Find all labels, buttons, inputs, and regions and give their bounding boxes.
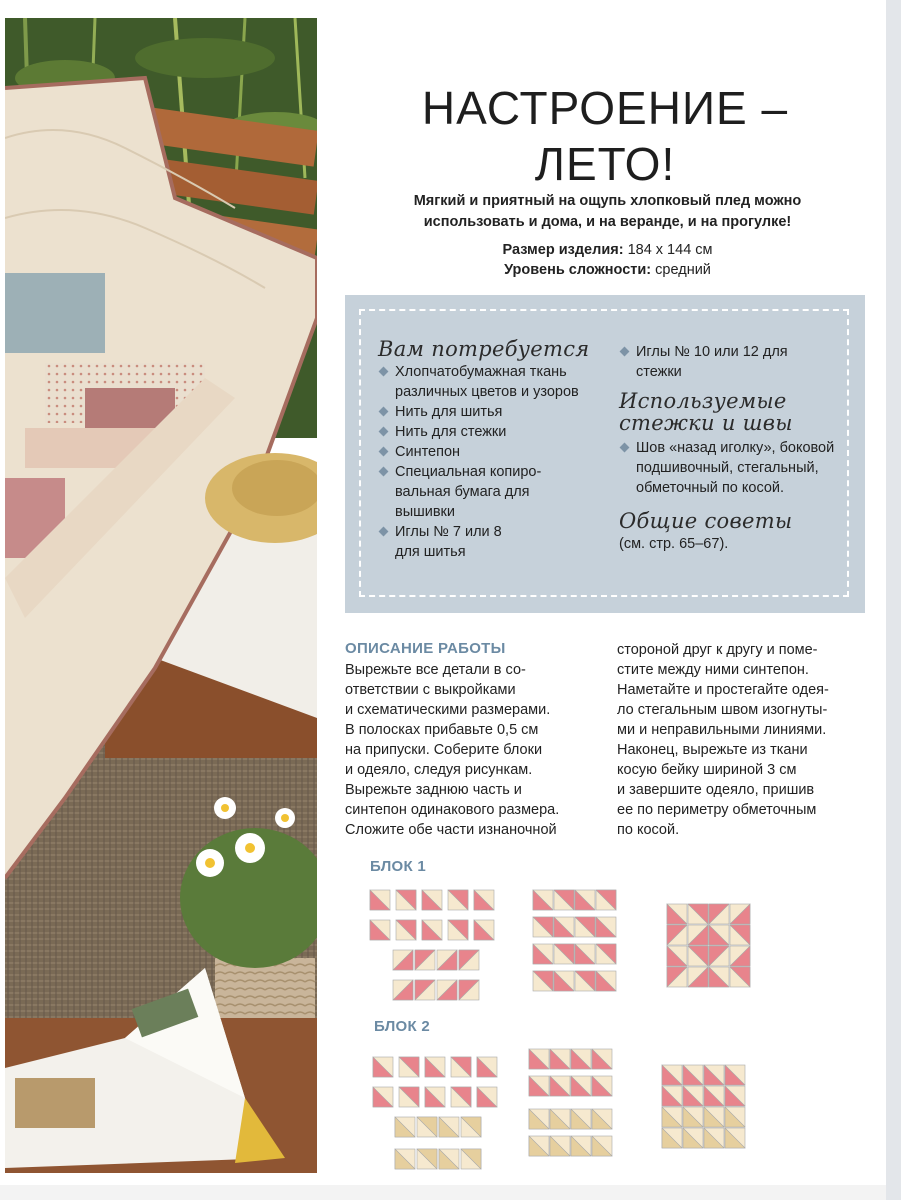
hst-square (399, 1057, 419, 1077)
hst-square (667, 967, 687, 987)
size-label: Размер изделия: (502, 242, 624, 258)
hst-square (571, 1076, 591, 1096)
hst-square (415, 950, 435, 970)
intro-line-2: использовать и дома, и на веранде, и на прогулке! (423, 214, 792, 230)
hst-square (477, 1057, 497, 1077)
hst-square (396, 920, 416, 940)
hst-square (725, 1086, 745, 1106)
specs (370, 240, 845, 280)
hst-square (709, 904, 729, 924)
materials-list (378, 362, 618, 562)
hst-square (709, 967, 729, 987)
hst-square (592, 1076, 612, 1096)
hst-square (571, 1049, 591, 1069)
page-title (345, 80, 865, 192)
hst-square (550, 1136, 570, 1156)
level-label: Уровень сложности: (504, 262, 652, 278)
hst-square (575, 890, 595, 910)
hst-square (437, 980, 457, 1000)
tips-title: Общие советы (619, 509, 793, 533)
hst-square (688, 967, 708, 987)
stitch-item: Шов «назад иголку», боковой подшивочный, стегальный, обметочный по косой. (619, 438, 841, 498)
hst-square (683, 1107, 703, 1127)
hst-square (688, 904, 708, 924)
hst-square (370, 890, 390, 910)
hst-square (667, 904, 687, 924)
need-title: Вам потребуется (378, 337, 590, 361)
hst-square (395, 1117, 415, 1137)
hst-square (704, 1107, 724, 1127)
hst-square (439, 1149, 459, 1169)
hst-square (662, 1065, 682, 1085)
material-item: Специальная копиро-вальная бумага для вышивки (378, 462, 585, 522)
material-item: Синтепон (378, 442, 618, 462)
hst-square (667, 925, 687, 945)
quilt-photo (5, 18, 317, 1173)
description-column-1: Вырежьте все детали в со- ответствии с выкройками и схематическими размерами. В полосках прибавьте 0,5 см на припуски. Соберите блоки и одеяло, следуя рисункам. Вырежьте заднюю часть и синтепон одинакового размера. Сложите обе части изнаночной (345, 662, 560, 838)
hst-square (373, 1057, 393, 1077)
hst-square (396, 890, 416, 910)
title-line-2: ЛЕТО! (534, 138, 676, 190)
hst-square (554, 890, 574, 910)
hst-square (477, 1087, 497, 1107)
hst-square (575, 917, 595, 937)
hst-square (461, 1149, 481, 1169)
hst-square (422, 890, 442, 910)
hst-square (730, 904, 750, 924)
hst-square (571, 1136, 591, 1156)
material-item: Иглы № 10 или 12 для стежки (619, 342, 806, 382)
hst-square (683, 1065, 703, 1085)
hst-square (425, 1087, 445, 1107)
materials-left-column (378, 338, 618, 562)
hst-square (399, 1087, 419, 1107)
material-item: Нить для шитья (378, 402, 618, 422)
hst-square (730, 946, 750, 966)
description-column-2: стороной друг к другу и поме- стите между ними синтепон. Наметайте и простегайте одея- ло стегальным швом изогнуты- ми и неправильными линиями. Наконец, вырежьте из ткани косую бейку шириной 3 см и завершите одеяло, пришив ее по периметру обметочным по косой. (617, 642, 829, 838)
hst-square (596, 971, 616, 991)
hst-square (592, 1109, 612, 1129)
hst-square (683, 1086, 703, 1106)
hst-square (667, 946, 687, 966)
tips-text: (см. стр. 65–67). (619, 536, 729, 552)
materials-list-right (619, 342, 849, 382)
material-item: Нить для стежки (378, 422, 618, 442)
hst-square (437, 950, 457, 970)
materials-box (345, 295, 865, 613)
hst-square (730, 967, 750, 987)
hst-square (725, 1128, 745, 1148)
title-line-1: НАСТРОЕНИЕ – (421, 82, 789, 134)
material-item: Хлопчатобумажная ткань различных цветов и узоров (378, 362, 600, 402)
level-spec (370, 260, 845, 280)
stitches-list (619, 438, 849, 498)
hst-square (395, 1149, 415, 1169)
hst-square (575, 971, 595, 991)
hst-square (533, 944, 553, 964)
material-item: Иглы № 7 или 8 для шитья (378, 522, 525, 562)
hst-square (596, 944, 616, 964)
hst-square (370, 920, 390, 940)
hst-square (596, 917, 616, 937)
hst-square (373, 1087, 393, 1107)
hst-square (474, 920, 494, 940)
block-2-label: БЛОК 2 (374, 1018, 431, 1035)
hst-square (425, 1057, 445, 1077)
hst-square (662, 1086, 682, 1106)
hst-square (533, 971, 553, 991)
hst-square (474, 890, 494, 910)
hst-square (550, 1109, 570, 1129)
hst-square (448, 920, 468, 940)
page-edge-rail (886, 0, 901, 1200)
hst-square (417, 1149, 437, 1169)
hst-square (459, 980, 479, 1000)
hst-square (439, 1117, 459, 1137)
hst-square (554, 944, 574, 964)
hst-square (596, 890, 616, 910)
hst-square (448, 890, 468, 910)
hst-square (422, 920, 442, 940)
hst-square (725, 1065, 745, 1085)
block-1-diagram (365, 880, 765, 1005)
block-2-diagram (365, 1045, 765, 1175)
hst-square (550, 1049, 570, 1069)
hst-square (704, 1128, 724, 1148)
intro-line-1: Мягкий и приятный на ощупь хлопковый плед можно (413, 193, 802, 209)
stitches-title-line-1: Используемые (619, 389, 787, 413)
hst-square (662, 1107, 682, 1127)
hst-square (704, 1065, 724, 1085)
hst-square (461, 1117, 481, 1137)
hst-square (459, 950, 479, 970)
hst-square (725, 1107, 745, 1127)
description-heading: ОПИСАНИЕ РАБОТЫ (345, 640, 506, 657)
hst-square (709, 946, 729, 966)
materials-right-column (619, 342, 849, 554)
hst-square (571, 1109, 591, 1129)
hst-square (575, 944, 595, 964)
hst-square (704, 1086, 724, 1106)
hst-square (529, 1109, 549, 1129)
hst-square (417, 1117, 437, 1137)
hst-square (730, 925, 750, 945)
hst-square (529, 1136, 549, 1156)
quilt-photo-illustration (5, 18, 317, 1173)
hst-square (688, 925, 708, 945)
size-spec (370, 240, 845, 260)
hst-square (592, 1136, 612, 1156)
stitches-title (619, 390, 849, 434)
hst-square (529, 1076, 549, 1096)
block-1-label: БЛОК 1 (370, 858, 427, 875)
hst-square (662, 1128, 682, 1148)
hst-square (709, 925, 729, 945)
hst-square (592, 1049, 612, 1069)
hst-square (550, 1076, 570, 1096)
hst-square (554, 917, 574, 937)
size-value: 184 х 144 см (627, 242, 713, 258)
hst-square (451, 1057, 471, 1077)
stitches-title-line-2: стежки и швы (619, 411, 793, 435)
hst-square (533, 890, 553, 910)
hst-square (554, 971, 574, 991)
intro-text (370, 191, 845, 233)
hst-square (393, 950, 413, 970)
level-value: средний (655, 262, 711, 278)
hst-square (451, 1087, 471, 1107)
hst-square (529, 1049, 549, 1069)
hst-square (683, 1128, 703, 1148)
hst-square (415, 980, 435, 1000)
hst-square (393, 980, 413, 1000)
hst-square (688, 946, 708, 966)
hst-square (533, 917, 553, 937)
